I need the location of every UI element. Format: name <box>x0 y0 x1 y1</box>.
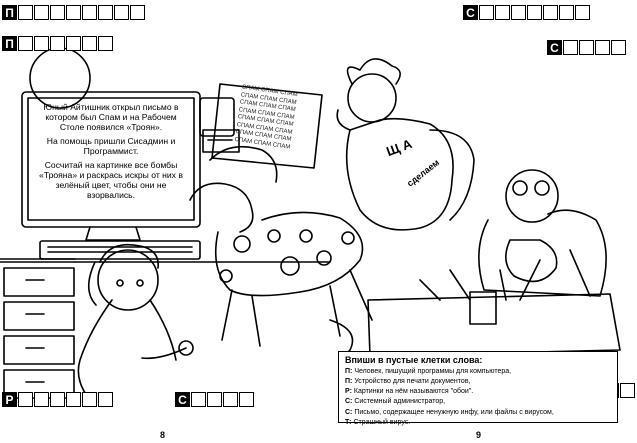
lamp-shade-circle <box>30 48 90 108</box>
clue-item: П: Устройство для печати документов, <box>345 378 471 386</box>
answer-blank-cell[interactable] <box>50 5 65 20</box>
answer-blank-cell[interactable] <box>191 392 206 407</box>
answer-blank-cell[interactable] <box>82 392 97 407</box>
clue-box-title: Впиши в пустые клетки слова: <box>345 355 483 365</box>
clue-item: Р: Картинки на нём называются "обои". <box>345 388 474 396</box>
sysadmin-character <box>479 170 606 296</box>
answer-blank-cell[interactable] <box>18 392 33 407</box>
answer-blank-cell[interactable] <box>611 40 626 55</box>
answer-blank-cell[interactable] <box>18 5 33 20</box>
shirt-letters: Щ А <box>384 135 415 160</box>
answer-row-6[interactable] <box>175 392 255 407</box>
answer-blank-cell[interactable] <box>620 383 635 398</box>
answer-blank-cell[interactable] <box>114 5 129 20</box>
answer-blank-cell[interactable] <box>527 5 542 20</box>
answer-blank-cell[interactable] <box>50 36 65 51</box>
boy-left <box>78 245 176 400</box>
page-number-left: 8 <box>160 430 166 440</box>
answer-blank-cell[interactable] <box>50 392 65 407</box>
monitor-story-text <box>32 103 190 205</box>
answer-blank-cell[interactable] <box>98 392 113 407</box>
answer-blank-cell[interactable] <box>239 392 254 407</box>
answer-blank-cell[interactable] <box>82 5 97 20</box>
answer-blank-cell[interactable] <box>18 36 33 51</box>
answer-blank-cell[interactable] <box>579 40 594 55</box>
answer-row-5[interactable] <box>2 392 114 407</box>
answer-blank-cell[interactable] <box>66 36 81 51</box>
answer-row-1[interactable] <box>2 5 146 20</box>
answer-letter-cell: Р <box>2 392 17 407</box>
answer-letter-cell: С <box>547 40 562 55</box>
story-paragraph-3: Сосчитай на картинке все бомбы «Трояна» и раскрась искры от них в зелёный цвет, чтобы они не взорвались. <box>39 159 183 200</box>
clue-item: Т: Страшный вирус. <box>345 418 411 426</box>
answer-row-3[interactable] <box>463 5 591 20</box>
answer-blank-cell[interactable] <box>223 392 238 407</box>
clue-item: С: Письмо, содержащее ненужную инфу, или файлы с вирусом, <box>345 408 554 416</box>
answer-blank-cell[interactable] <box>207 392 222 407</box>
answer-blank-cell[interactable] <box>98 5 113 20</box>
answer-blank-cell[interactable] <box>98 36 113 51</box>
spam-paper-text: СПАМ СПАМ СПАМ СПАМ СПАМ СПАМ СПАМ СПАМ СПАМ СПАМ СПАМ СПАМ СПАМ СПАМ СПАМ СПАМ СПАМ СПАМ СПАМ СПАМ СПАМ СПАМ СПАМ СПАМ <box>234 84 299 151</box>
answer-blank-cell[interactable] <box>34 5 49 20</box>
answer-blank-cell[interactable] <box>34 392 49 407</box>
shirt-word: сделаем <box>404 157 442 189</box>
story-paragraph-2: На помощь пришли Сисадмин и Программист. <box>46 135 176 156</box>
page-number-right: 9 <box>476 430 482 440</box>
answer-letter-cell: П <box>2 36 17 51</box>
answer-blank-cell[interactable] <box>130 5 145 20</box>
answer-blank-cell[interactable] <box>559 5 574 20</box>
clue-box <box>338 351 618 426</box>
answer-blank-cell[interactable] <box>495 5 510 20</box>
answer-blank-cell[interactable] <box>66 5 81 20</box>
answer-letter-cell: С <box>175 392 190 407</box>
drawer-cabinet <box>0 259 75 398</box>
clue-item: П: Человек, пишущий программы для компьютера, <box>345 368 512 375</box>
story-paragraph-1: Юный Айтишник открыл письмо в котором был Спам и на Рабочем Столе появился «Троян». <box>43 102 179 132</box>
answer-blank-cell[interactable] <box>595 40 610 55</box>
answer-blank-cell[interactable] <box>563 40 578 55</box>
answer-letter-cell: П <box>2 5 17 20</box>
answer-row-2[interactable] <box>2 36 114 51</box>
answer-blank-cell[interactable] <box>82 36 97 51</box>
answer-blank-cell[interactable] <box>511 5 526 20</box>
answer-blank-cell[interactable] <box>479 5 494 20</box>
answer-blank-cell[interactable] <box>543 5 558 20</box>
answer-blank-cell[interactable] <box>66 392 81 407</box>
answer-row-4[interactable] <box>547 40 627 55</box>
answer-letter-cell: С <box>463 5 478 20</box>
answer-blank-cell[interactable] <box>34 36 49 51</box>
clue-item: С: Системный администратор, <box>345 398 446 406</box>
bomb <box>506 240 557 281</box>
answer-blank-cell[interactable] <box>575 5 590 20</box>
